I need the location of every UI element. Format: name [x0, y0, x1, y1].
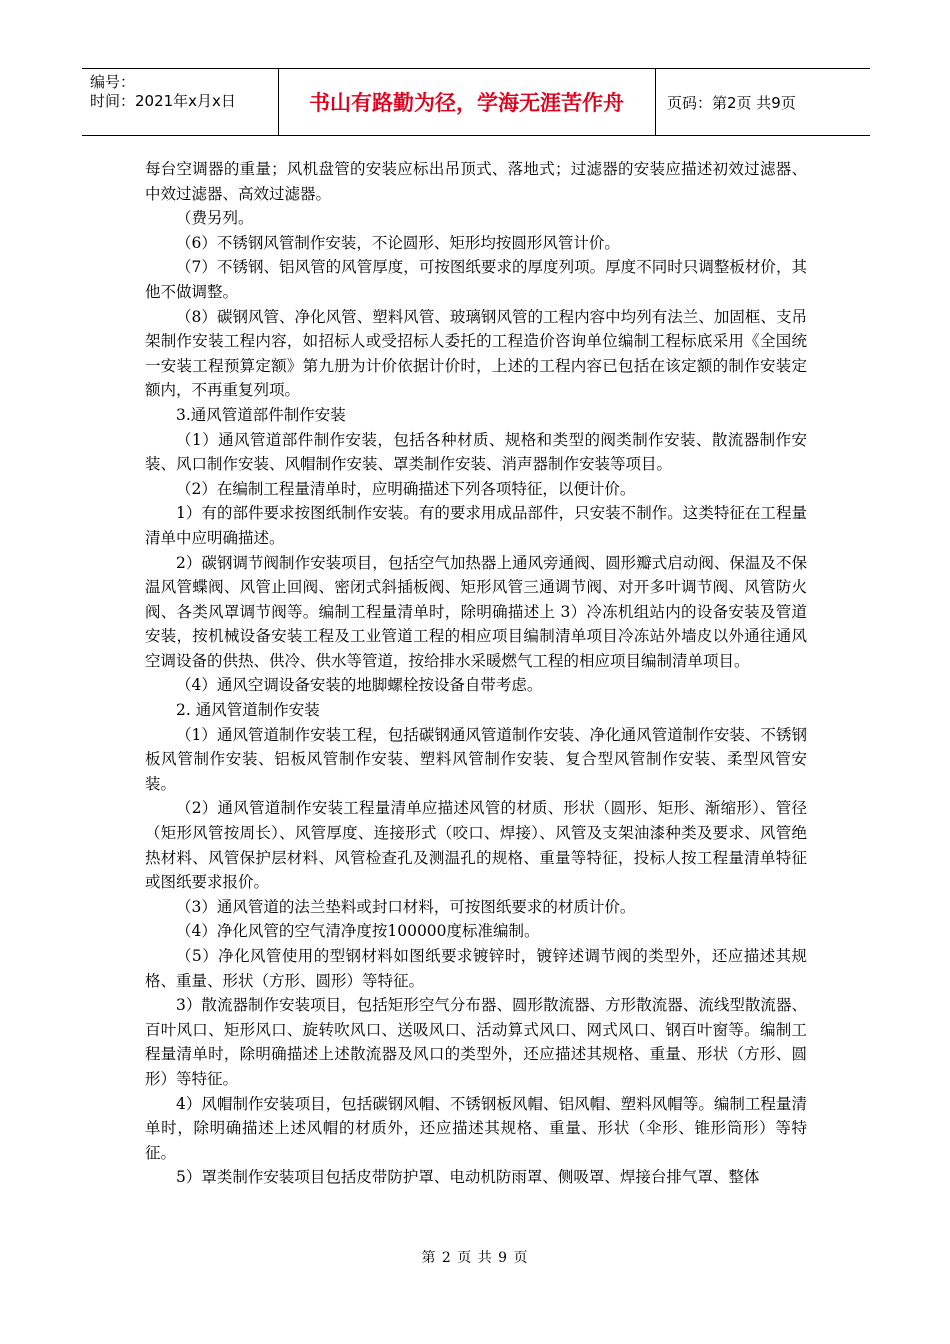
paragraph: 1）有的部件要求按图纸制作安装。有的要求用成品部件，只安装不制作。这类特征在工程量清单中应明确描述。: [145, 504, 807, 547]
paragraph: （4）净化风管的空气清净度按100000度标准编制。: [176, 922, 540, 941]
paragraph: （5）净化风管使用的型钢材料如图纸要求镀锌时，镀锌述调节阀的类型外，还应描述其规格、重量、形状（方形、圆形）等特征。: [145, 947, 807, 990]
paragraph: 3）散流器制作安装项目，包括矩形空气分布器、圆形散流器、方形散流器、流线型散流器、百叶风口、矩形风口、旋转吹风口、送吸风口、活动算式风口、网式风口、钢百叶窗等。编制工程量清单时，除明确描述上述散流器及风口的类型外，还应描述其规格、重量、形状（方形、圆形）等特征。: [145, 996, 807, 1088]
paragraph: 2）碳钢调节阀制作安装项目，包括空气加热器上通风旁通阀、圆形瓣式启动阀、保温及不保温风管蝶阀、风管止回阀、密闭式斜插板阀、矩形风管三通调节阀、对开多叶调节阀、风管防火阀、各类风罩调节阀等。编制工程量清单时，除明确描述上 3）冷冻机组站内的设备安装及管道安装，按机械设备安装工程及工业管道工程的相应项目编制清单项目冷冻站外墙皮以外通往通风空调设备的供热、供冷、供水等管道，按给排水采暖燃气工程的相应项目编制清单项目。: [145, 553, 807, 670]
paragraph: 4）风帽制作安装项目，包括碳钢风帽、不锈钢板风帽、铝风帽、塑料风帽等。编制工程量清单时，除明确描述上述风帽的材质外，还应描述其规格、重量、形状（伞形、锥形筒形）等特征。: [145, 1094, 807, 1162]
paragraph: 5）罩类制作安装项目包括皮带防护罩、电动机防雨罩、侧吸罩、焊接台排气罩、整体: [176, 1168, 760, 1187]
paragraph: （6）不锈钢风管制作安装，不论圆形、矩形均按圆形风管计价。: [176, 233, 620, 252]
paragraph: （1）通风管道制作安装工程，包括碳钢通风管道制作安装、净化通风管道制作安装、不锈钢板风管制作安装、铝板风管制作安装、塑料风管制作安装、复合型风管制作安装、柔型风管安装。: [145, 725, 807, 793]
section-heading: 2. 通风管道制作安装: [176, 701, 320, 720]
paragraph: （7）不锈钢、铝风管的风管厚度，可按图纸要求的厚度列项。厚度不同时只调整板材价，其他不做调整。: [145, 258, 807, 301]
header-meta: [82, 69, 279, 135]
paragraph: （8）碳钢风管、净化风管、塑料风管、玻璃钢风管的工程内容中均列有法兰、加固框、支吊架制作安装工程内容，如招标人或受招标人委托的工程造价咨询单位编制工程标底采用《全国统一安装工程预算定额》第九册为计价依据计价时，上述的工程内容已包括在该定额的制作安装定额内，不再重复列项。: [145, 307, 807, 400]
paragraph: （1）通风管道部件制作安装，包括各种材质、规格和类型的阀类制作安装、散流器制作安装、风口制作安装、风帽制作安装、罩类制作安装、消声器制作安装等项目。: [145, 430, 807, 474]
paragraph: （2）通风管道制作安装工程量清单应描述风管的材质、形状（圆形、矩形、渐缩形）、管径（矩形风管按周长）、风管厚度、连接形式（咬口、焊接）、风管及支架油漆种类及要求、风管绝热材料、风管保护层材料、风管检查孔及测温孔的规格、重量等特征，投标人按工程量清单特征或图纸要求报价。: [145, 799, 807, 892]
page-header: [82, 68, 870, 136]
paragraph: （3）通风管道的法兰垫料或封口材料，可按图纸要求的材质计价。: [176, 897, 636, 916]
paragraph: 每台空调器的重量；风机盘管的安装应标出吊顶式、落地式；过滤器的安装应描述初效过滤器、中效过滤器、高效过滤器。: [145, 160, 807, 203]
document-time-label: 时间：2021年x月x日: [90, 92, 236, 110]
header-page-info: 页码：第2页 共9页: [667, 93, 796, 112]
page-footer: 第 2 页 共 9 页: [421, 1250, 529, 1266]
document-body: [145, 157, 807, 1190]
paragraph: （4）通风空调设备安装的地脚螺栓按设备自带考虑。: [176, 676, 543, 695]
document-code-label: 编号：: [90, 73, 136, 91]
header-motto: 书山有路勤为径，学海无涯苦作舟: [278, 69, 656, 135]
paragraph: （2）在编制工程量清单时，应明确描述下列各项特征，以便计价。: [176, 479, 636, 498]
paragraph: （费另列。: [176, 209, 254, 228]
section-heading: 3.通风管道部件制作安装: [176, 405, 346, 424]
